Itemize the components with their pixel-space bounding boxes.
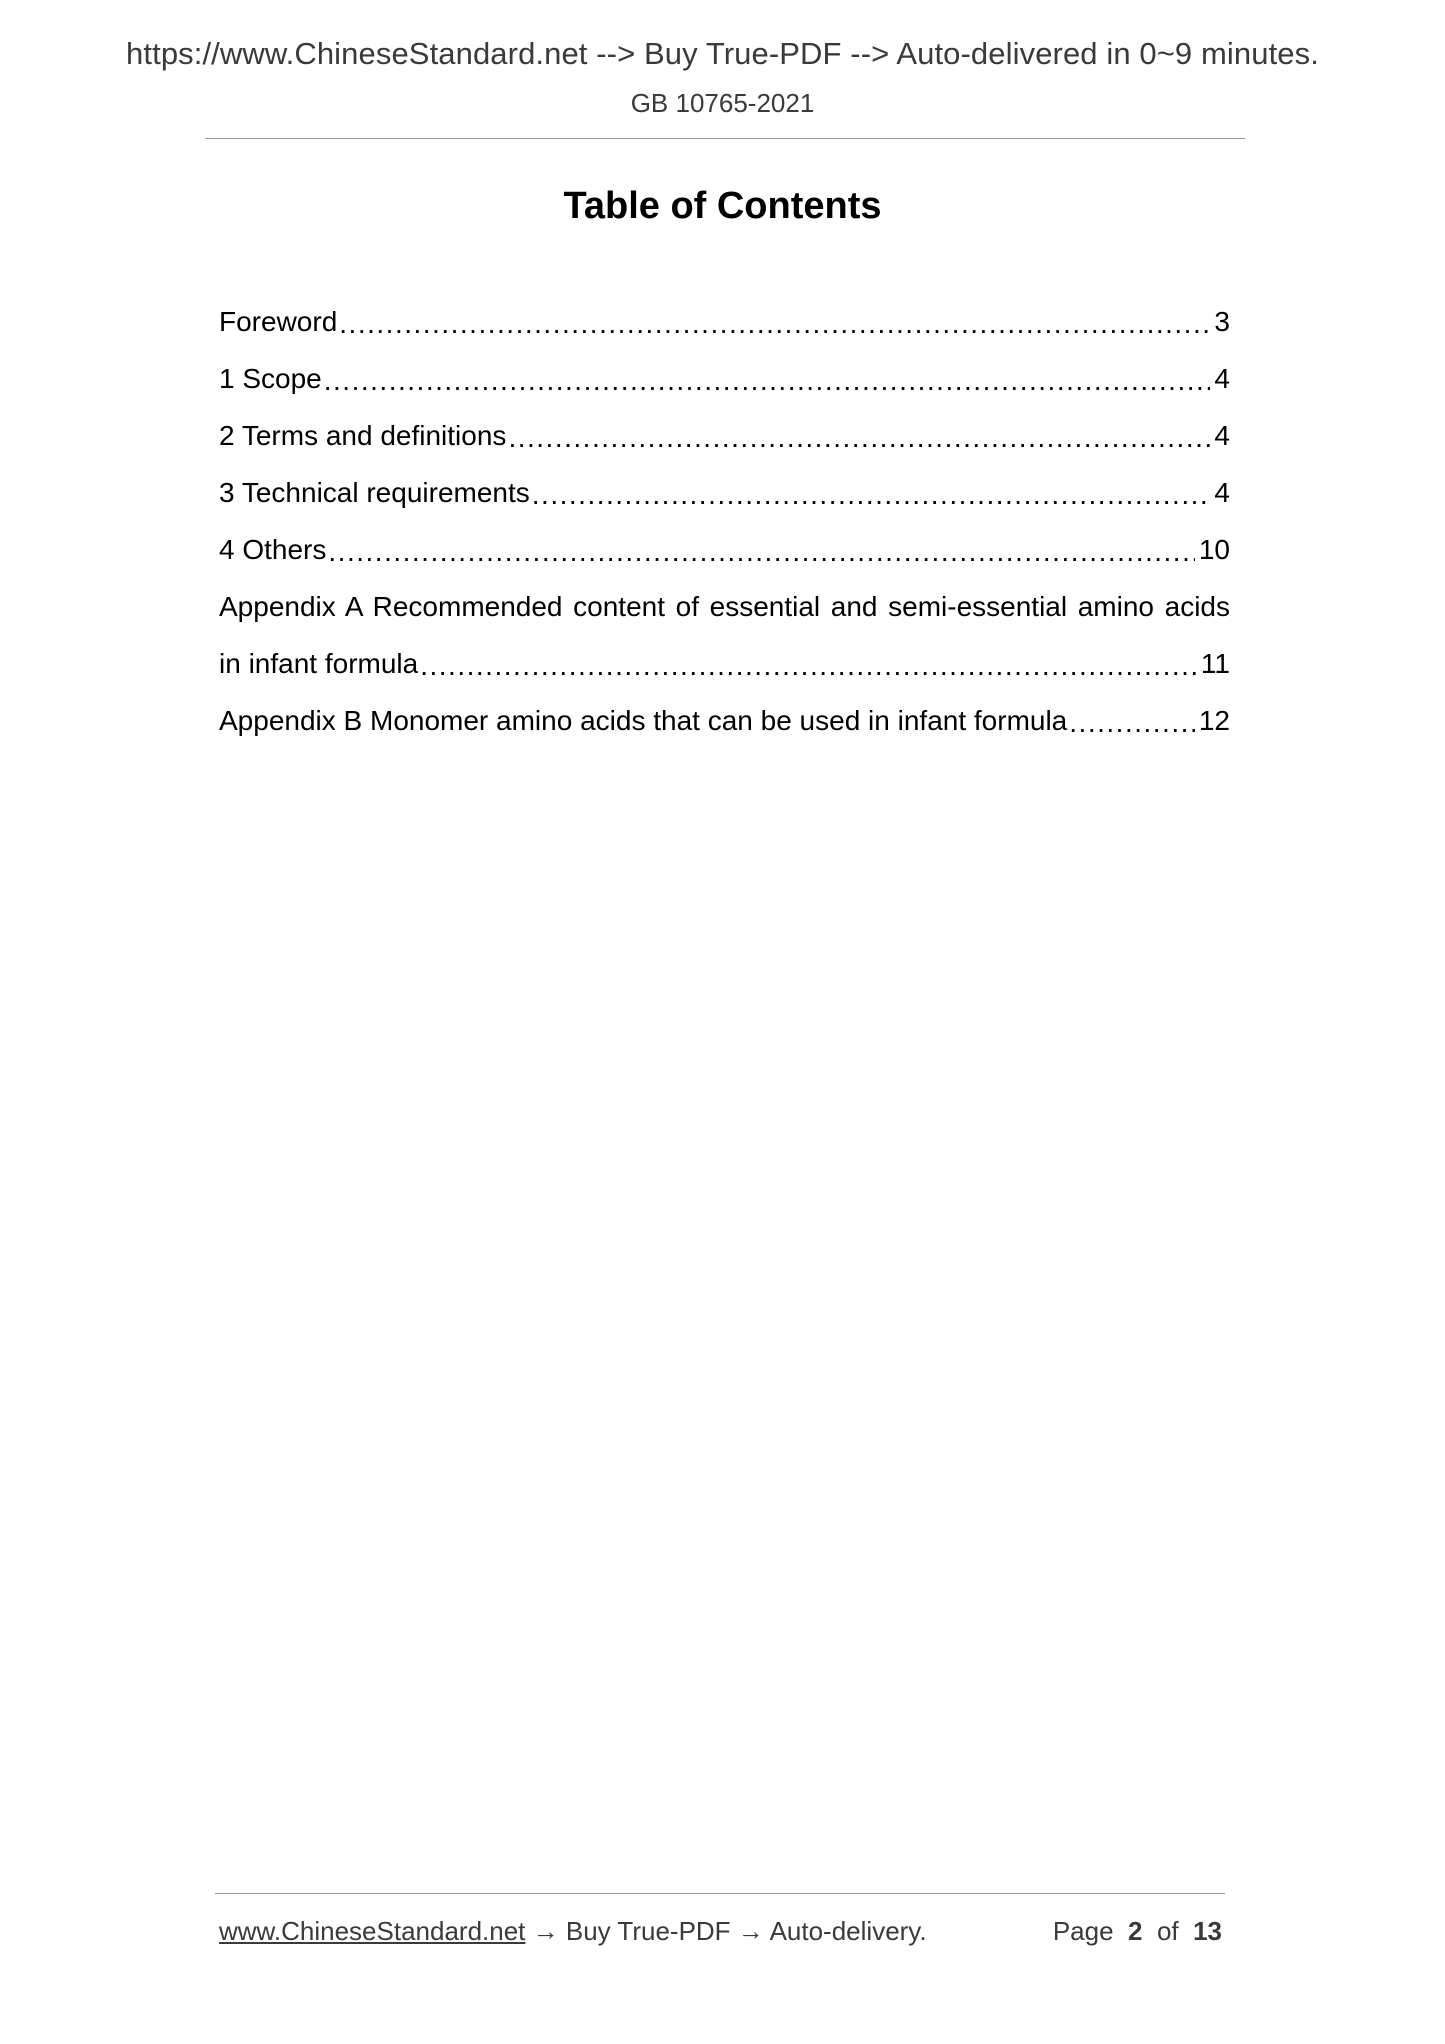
dot-leader [508,407,1210,464]
dot-leader [339,293,1210,350]
of-word: of [1156,1916,1179,1946]
toc-entry-appendix-a[interactable] [219,578,1230,635]
toc-entry-label: 2 Terms and definitions [219,420,507,451]
toc-entry-label: 4 Others [219,534,327,565]
dot-leader [1069,692,1195,749]
page-word: Page [1052,1916,1114,1946]
dot-leader [328,521,1194,578]
table-of-contents [219,293,1230,749]
toc-entry-others[interactable] [219,521,1230,578]
footer-left [219,1916,927,1947]
toc-title: Table of Contents [563,185,882,227]
toc-entry-technical-requirements[interactable] [219,464,1230,521]
toc-entry-page: 12 [1198,705,1230,736]
toc-entry-label: Foreword [219,306,338,337]
toc-entry-foreword[interactable] [219,293,1230,350]
dot-leader [532,464,1211,521]
page-indicator [1053,1916,1222,1947]
toc-entry-page: 4 [1214,477,1230,508]
toc-entry-label-continued: in infant formula [219,648,419,679]
toc-entry-page: 4 [1214,420,1230,451]
page-current: 2 [1128,1916,1143,1946]
document-code: GB 10765-2021 [630,88,815,118]
toc-entry-label: 1 Scope [219,363,322,394]
dot-leader [324,350,1211,407]
page-total: 13 [1193,1916,1222,1946]
toc-entry-label: 3 Technical requirements [219,477,530,508]
footer-divider [215,1893,1225,1894]
toc-entry-label: Appendix A Recommended content of essential and semi-essential amino acids [219,591,1230,622]
toc-entry-scope[interactable] [219,350,1230,407]
toc-entry-page: 11 [1200,648,1230,679]
toc-entry-page: 10 [1198,534,1230,565]
dot-leader [420,635,1197,692]
footer-tagline: → Buy True-PDF → Auto-delivery. [525,1916,927,1946]
toc-entry-appendix-b[interactable] [219,692,1230,749]
top-banner: https://www.ChineseStandard.net --> Buy True-PDF --> Auto-delivered in 0~9 minutes. [126,36,1319,71]
toc-entry-page: 3 [1214,306,1230,337]
toc-entry-page: 4 [1214,363,1230,394]
toc-entry-label: Appendix B Monomer amino acids that can be used in infant formula [219,705,1068,736]
site-link[interactable]: www.ChineseStandard.net [219,1916,526,1946]
page-footer [219,1916,1222,1947]
toc-entry-appendix-a-continued[interactable] [219,635,1230,692]
header-divider [205,138,1245,139]
toc-entry-terms-and-definitions[interactable] [219,407,1230,464]
